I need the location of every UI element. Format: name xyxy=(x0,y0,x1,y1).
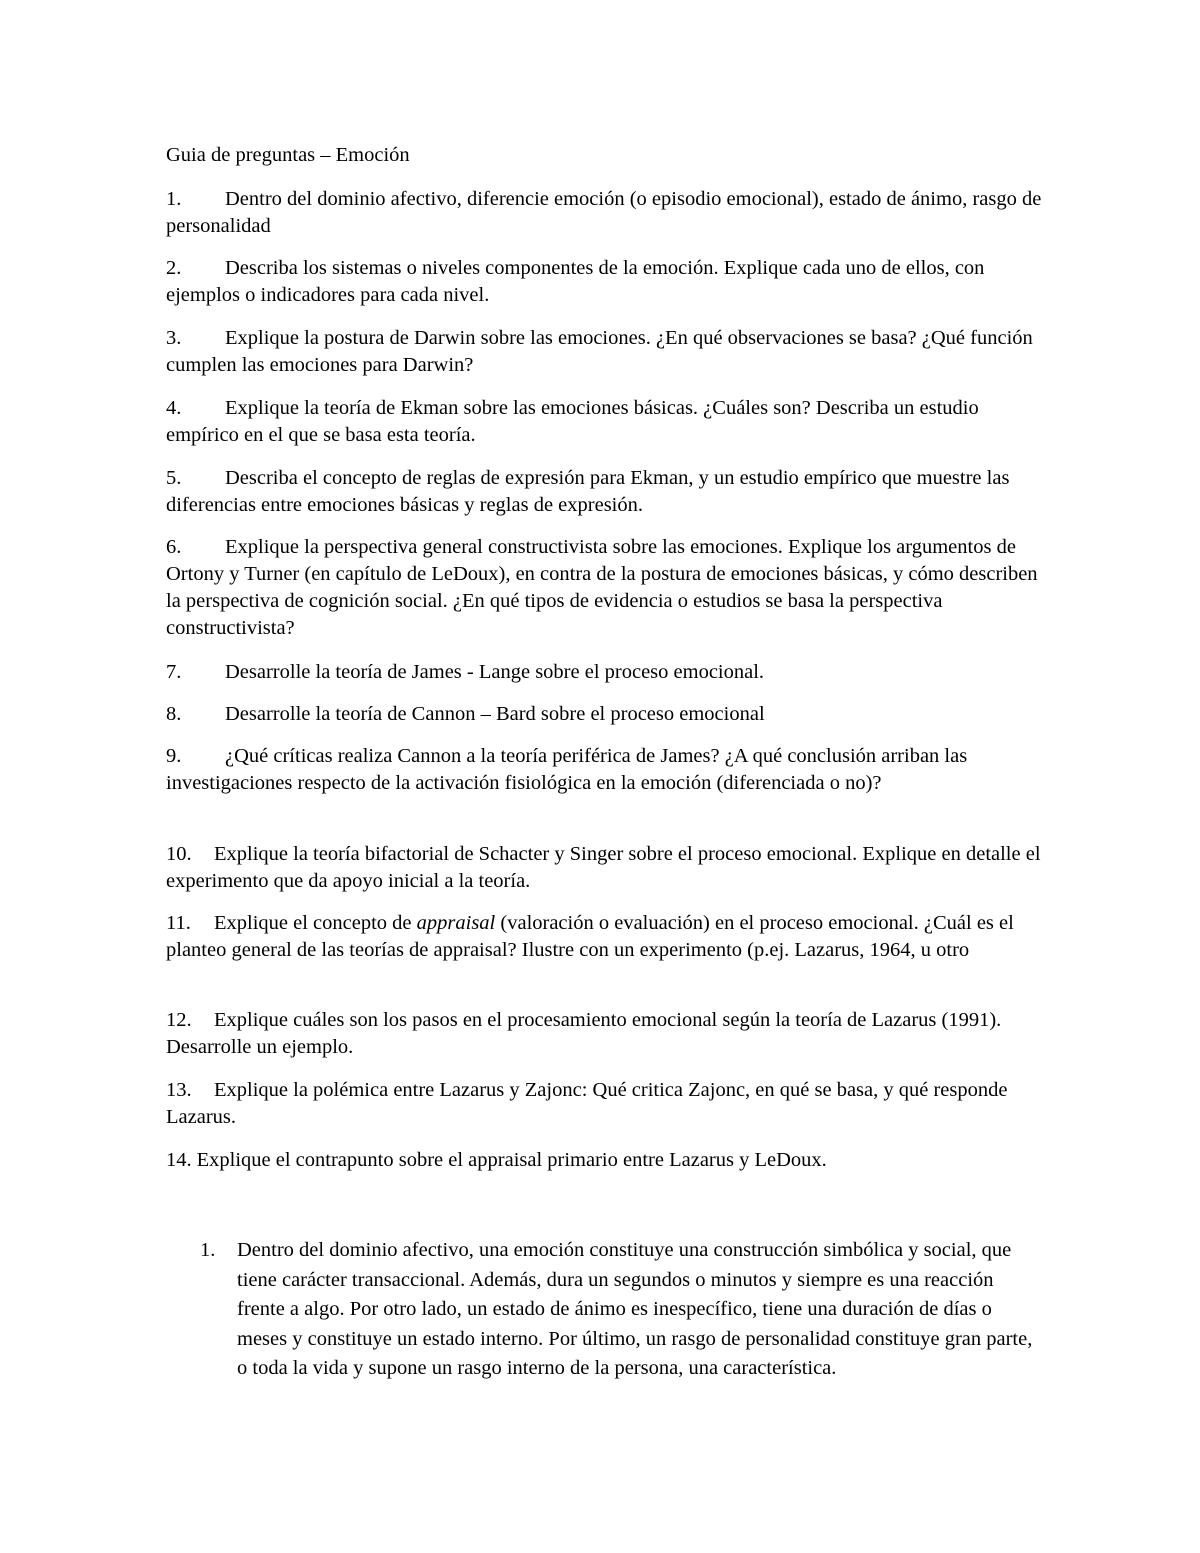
answer-1 xyxy=(200,1236,1040,1384)
question-2 xyxy=(166,255,1046,309)
question-number: 6. xyxy=(166,536,182,558)
question-number: 12. xyxy=(166,1009,192,1031)
question-1 xyxy=(166,186,1046,240)
question-6 xyxy=(166,534,1046,642)
question-number: 11. xyxy=(166,912,191,934)
question-text: Explique la postura de Darwin sobre las emociones. ¿En qué observaciones se basa? ¿Qué función cumplen las emociones para Darwin? xyxy=(166,327,1033,376)
question-number: 1. xyxy=(166,188,182,210)
answer-text: Dentro del dominio afectivo, una emoción constituye una construcción simbólica y social, que tiene carácter transaccional. Además, dura un segundos o minutos y siempre es una reacción frente a algo. Por otro lado, un estado de ánimo es inespecífico, tiene una duración de días o meses y constituye un estado interno. Por último, un rasgo de personalidad constituye gran parte, o toda la vida y supone un rasgo interno de la persona, una característica. xyxy=(237,1239,1033,1379)
question-number: 13. xyxy=(166,1079,192,1101)
question-number: 5. xyxy=(166,467,182,489)
question-number: 10. xyxy=(166,843,192,865)
question-text: Explique cuáles son los pasos en el procesamiento emocional según la teoría de Lazarus (1991). Desarrolle un ejemplo. xyxy=(166,1009,1002,1058)
answer-number: 1. xyxy=(200,1239,216,1261)
question-8 xyxy=(166,701,1046,728)
question-number: 4. xyxy=(166,397,182,419)
question-9 xyxy=(166,743,1046,797)
question-text-before: Explique el concepto de xyxy=(214,912,417,934)
question-4 xyxy=(166,395,1046,449)
question-14 xyxy=(166,1147,1046,1174)
question-text: Describa los sistemas o niveles componentes de la emoción. Explique cada uno de ellos, con ejemplos o indicadores para cada nivel. xyxy=(166,257,985,306)
question-text: Explique la teoría bifactorial de Schacter y Singer sobre el proceso emocional. Explique en detalle el experimento que da apoyo inicial a la teoría. xyxy=(166,843,1041,892)
question-13 xyxy=(166,1077,1046,1131)
question-text-after: (valoración o evaluación) en el proceso emocional. ¿Cuál es el planteo general de las teorías de appraisal? Ilustre con un experimento (p.ej. Lazarus, 1964, u otro xyxy=(166,912,1014,961)
question-text: Explique la polémica entre Lazarus y Zajonc: Qué critica Zajonc, en qué se basa, y qué responde Lazarus. xyxy=(166,1079,1008,1128)
question-number: 2. xyxy=(166,257,182,279)
question-10 xyxy=(166,841,1046,895)
question-text: ¿Qué críticas realiza Cannon a la teoría periférica de James? ¿A qué conclusión arriban las investigaciones respecto de la activación fisiológica en la emoción (diferenciada o no)? xyxy=(166,745,968,794)
question-number: 8. xyxy=(166,703,182,725)
question-7 xyxy=(166,659,1046,686)
question-text: Desarrolle la teoría de James - Lange sobre el proceso emocional. xyxy=(225,661,765,683)
question-12 xyxy=(166,1007,1046,1061)
question-11 xyxy=(166,910,1046,964)
question-text-italic: appraisal xyxy=(416,912,496,934)
question-text: Explique la perspectiva general constructivista sobre las emociones. Explique los argumentos de Ortony y Turner (en capítulo de LeDoux), en contra de la postura de emociones básicas, y cómo describen la perspectiva de cognición social. ¿En qué tipos de evidencia o estudios se basa la perspectiva constructivista? xyxy=(166,536,1038,639)
question-text: Explique el contrapunto sobre el appraisal primario entre Lazarus y LeDoux. xyxy=(196,1149,827,1171)
question-5 xyxy=(166,465,1046,519)
question-text: Describa el concepto de reglas de expresión para Ekman, y un estudio empírico que muestre las diferencias entre emociones básicas y reglas de expresión. xyxy=(166,467,1010,516)
question-text: Desarrolle la teoría de Cannon – Bard sobre el proceso emocional xyxy=(225,703,765,725)
question-number: 7. xyxy=(166,661,182,683)
question-text: Dentro del dominio afectivo, diferencie emoción (o episodio emocional), estado de ánimo, rasgo de personalidad xyxy=(166,188,1042,237)
question-number: 14. xyxy=(166,1149,192,1171)
question-text: Explique la teoría de Ekman sobre las emociones básicas. ¿Cuáles son? Describa un estudio empírico en el que se basa esta teoría. xyxy=(166,397,979,446)
question-number: 9. xyxy=(166,745,182,767)
document-title: Guia de preguntas – Emoción xyxy=(166,144,410,166)
question-number: 3. xyxy=(166,327,182,349)
question-3 xyxy=(166,325,1046,379)
